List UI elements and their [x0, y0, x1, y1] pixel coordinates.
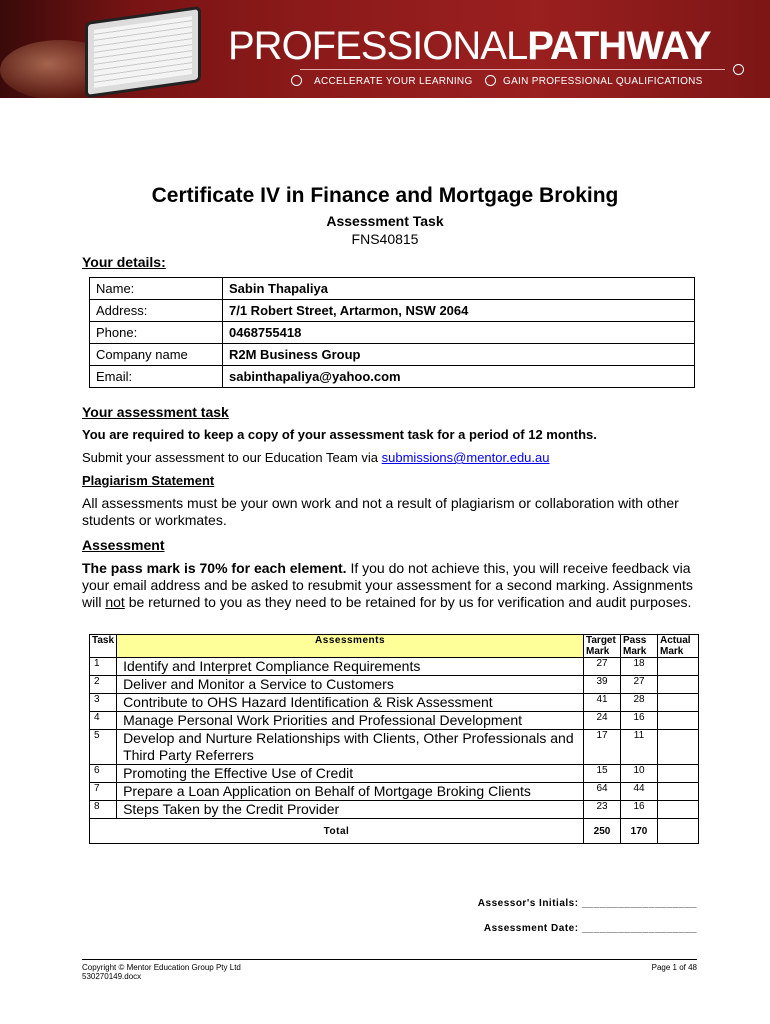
pass-mark-paragraph: [82, 560, 702, 611]
header-target-mark: Target Mark: [584, 635, 621, 658]
pass-mark: 16: [621, 712, 658, 730]
total-label: Total: [90, 819, 584, 844]
table-row: [90, 300, 695, 322]
detail-label: Phone:: [90, 322, 223, 344]
actual-mark-cell[interactable]: [658, 694, 699, 712]
header-banner: [0, 0, 770, 98]
target-mark: 23: [584, 801, 621, 819]
total-actual-cell[interactable]: [658, 819, 699, 844]
task-number: 7: [90, 783, 117, 801]
detail-value: Sabin Thapaliya: [223, 278, 695, 300]
assessment-table: [89, 634, 699, 844]
total-pass: 170: [621, 819, 658, 844]
detail-value: 0468755418: [223, 322, 695, 344]
detail-label: Address:: [90, 300, 223, 322]
document-subtitle: Assessment Task: [326, 213, 444, 229]
tagline-qualifications: GAIN PROFESSIONAL QUALIFICATIONS: [503, 76, 703, 87]
file-name: 530270149.docx: [82, 972, 142, 981]
target-mark: 27: [584, 658, 621, 676]
pass-mark: 18: [621, 658, 658, 676]
target-mark: 24: [584, 712, 621, 730]
task-name: Identify and Interpret Compliance Requirements: [117, 658, 584, 676]
assessment-heading: Assessment: [82, 537, 165, 553]
submit-instruction: [82, 449, 702, 467]
submit-text: Submit your assessment to our Education Team via: [82, 450, 382, 465]
detail-value: sabinthapaliya@yahoo.com: [223, 366, 695, 388]
table-row: [90, 322, 695, 344]
actual-mark-cell[interactable]: [658, 765, 699, 783]
page-footer: [82, 959, 697, 981]
target-mark: 41: [584, 694, 621, 712]
target-mark: 15: [584, 765, 621, 783]
table-header-row: [90, 635, 699, 658]
table-row: [90, 801, 699, 819]
brand-logo: PROFESSIONALPATHWAY: [228, 24, 711, 68]
header-assessments: Assessments: [117, 635, 584, 658]
table-row: [90, 730, 699, 765]
detail-label: Name:: [90, 278, 223, 300]
task-number: 6: [90, 765, 117, 783]
table-row: [90, 783, 699, 801]
task-number: 1: [90, 658, 117, 676]
detail-label: Company name: [90, 344, 223, 366]
circle-icon: [485, 75, 496, 86]
pass-mark: 11: [621, 730, 658, 765]
task-name: Develop and Nurture Relationships with Clients, Other Professionals and Third Party Referrers: [117, 730, 584, 765]
actual-mark-cell[interactable]: [658, 730, 699, 765]
actual-mark-cell[interactable]: [658, 783, 699, 801]
tablet-image: [85, 6, 201, 98]
pass-mark-not: not: [105, 594, 125, 610]
task-number: 3: [90, 694, 117, 712]
task-name: Steps Taken by the Credit Provider: [117, 801, 584, 819]
pass-mark: 44: [621, 783, 658, 801]
pass-mark: 10: [621, 765, 658, 783]
target-mark: 39: [584, 676, 621, 694]
copyright-text: Copyright © Mentor Education Group Pty Ltd: [82, 963, 241, 972]
pass-mark-text-end: be returned to you as they need to be retained for by us for verification and audit purposes.: [124, 594, 692, 610]
task-name: Manage Personal Work Priorities and Professional Development: [117, 712, 584, 730]
actual-mark-cell[interactable]: [658, 801, 699, 819]
details-table: [89, 277, 695, 388]
unit-code: FNS40815: [351, 231, 419, 247]
task-name: Promoting the Effective Use of Credit: [117, 765, 584, 783]
assessment-date: Assessment Date: ___________________: [483, 923, 697, 934]
assessment-task-heading: Your assessment task: [82, 404, 229, 420]
target-mark: 64: [584, 783, 621, 801]
table-row: [90, 712, 699, 730]
actual-mark-cell[interactable]: [658, 712, 699, 730]
details-heading: Your details:: [82, 254, 166, 270]
logo-line: [300, 69, 725, 70]
actual-mark-cell[interactable]: [658, 658, 699, 676]
task-number: 2: [90, 676, 117, 694]
task-name: Deliver and Monitor a Service to Customers: [117, 676, 584, 694]
detail-value: 7/1 Robert Street, Artarmon, NSW 2064: [223, 300, 695, 322]
task-number: 8: [90, 801, 117, 819]
header-actual-mark: Actual Mark: [658, 635, 699, 658]
task-number: 4: [90, 712, 117, 730]
detail-value: R2M Business Group: [223, 344, 695, 366]
pass-mark: 28: [621, 694, 658, 712]
submissions-email-link[interactable]: submissions@mentor.edu.au: [381, 450, 550, 465]
table-row: [90, 344, 695, 366]
plagiarism-text: All assessments must be your own work and not a result of plagiarism or collaboration with other students or workmates.: [82, 495, 679, 528]
assessor-initials: Assessor's Initials: ___________________: [477, 898, 697, 909]
pass-mark: 16: [621, 801, 658, 819]
keep-copy-note: You are required to keep a copy of your assessment task for a period of 12 months.: [82, 427, 597, 442]
table-row: [90, 694, 699, 712]
task-number: 5: [90, 730, 117, 765]
table-row: [90, 765, 699, 783]
document-title: Certificate IV in Finance and Mortgage Broking: [151, 184, 619, 207]
detail-label: Email:: [90, 366, 223, 388]
total-target: 250: [584, 819, 621, 844]
actual-mark-cell[interactable]: [658, 676, 699, 694]
page-number: Page 1 of 48: [651, 963, 697, 972]
table-row: [90, 658, 699, 676]
circle-icon: [291, 75, 302, 86]
task-name: Prepare a Loan Application on Behalf of Mortgage Broking Clients: [117, 783, 584, 801]
pass-mark-bold: The pass mark is 70% for each element.: [82, 560, 347, 576]
header-task: Task: [90, 635, 117, 658]
table-row: [90, 278, 695, 300]
task-name: Contribute to OHS Hazard Identification & Risk Assessment: [117, 694, 584, 712]
tagline-learning: ACCELERATE YOUR LEARNING: [314, 76, 473, 87]
header-pass-mark: Pass Mark: [621, 635, 658, 658]
table-total-row: [90, 819, 699, 844]
table-row: [90, 366, 695, 388]
plagiarism-heading: Plagiarism Statement: [82, 473, 215, 488]
circle-icon: [733, 64, 744, 75]
pass-mark-text: If you do not achieve this, you will receive feedback via your email address and be asked to resubmit your assessment for a second marking. Assignments will: [82, 560, 693, 610]
pass-mark: 27: [621, 676, 658, 694]
table-row: [90, 676, 699, 694]
target-mark: 17: [584, 730, 621, 765]
